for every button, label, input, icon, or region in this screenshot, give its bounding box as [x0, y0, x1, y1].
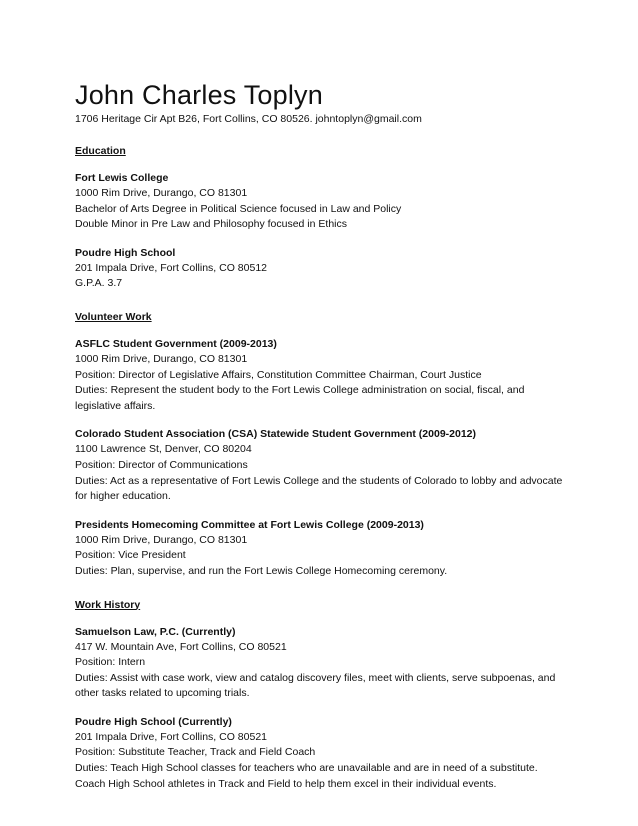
contact-line: 1706 Heritage Cir Apt B26, Fort Collins, CO 80526. johntoplyn@gmail.com: [75, 113, 422, 125]
entry-line: Double Minor in Pre Law and Philosophy focused in Ethics: [75, 218, 347, 231]
entry-line: Duties: Teach High School classes for teachers who are unavailable and are in need of a substitute.: [75, 762, 538, 775]
resume-entry: [75, 246, 595, 292]
entry-line: Bachelor of Arts Degree in Political Science focused in Law and Policy: [75, 202, 402, 215]
entry-line: for higher education.: [75, 490, 171, 503]
entry-line: 417 W. Mountain Ave, Fort Collins, CO 80521: [75, 640, 287, 653]
entry-line: Position: Vice President: [75, 549, 186, 562]
resume-entry: [75, 518, 595, 580]
entry-line: 1100 Lawrence St, Denver, CO 80204: [75, 443, 252, 456]
entry-line: 1000 Rim Drive, Durango, CO 81301: [75, 533, 248, 546]
entry-title: ASFLC Student Government (2009-2013): [75, 337, 277, 350]
entry-line: 201 Impala Drive, Fort Collins, CO 80512: [75, 261, 267, 274]
entry-line: Position: Director of Communications: [75, 458, 248, 471]
entry-title: Colorado Student Association (CSA) Statewide Student Government (2009-2012): [75, 428, 477, 441]
entry-title: Poudre High School: [75, 246, 176, 259]
resume-sections: [75, 144, 595, 792]
entry-line: Duties: Represent the student body to the Fort Lewis College administration on social, fiscal, and: [75, 384, 525, 397]
entry-line: Duties: Assist with case work, view and catalog discovery files, meet with clients, serve subpoenas, and: [75, 671, 556, 684]
resume-name: John Charles Toplyn: [75, 80, 323, 110]
entry-title: Poudre High School (Currently): [75, 715, 232, 728]
entry-line: Position: Substitute Teacher, Track and Field Coach: [75, 746, 316, 759]
entry-line: 1000 Rim Drive, Durango, CO 81301: [75, 187, 248, 199]
resume-entry: [75, 715, 595, 792]
entry-line: other tasks related to upcoming trials.: [75, 687, 250, 700]
section-title: Education: [75, 145, 126, 157]
resume-entry: [75, 625, 595, 702]
section-title: Work History: [75, 598, 141, 611]
entry-line: legislative affairs.: [75, 399, 156, 412]
section-title: Volunteer Work: [75, 310, 152, 323]
entry-line: Coach High School athletes in Track and Field to help them excel in their individual events.: [75, 777, 497, 790]
resume-page: [75, 80, 595, 792]
entry-title: Fort Lewis College: [75, 172, 169, 184]
entry-line: G.P.A. 3.7: [75, 277, 123, 290]
resume-entry: [75, 171, 595, 233]
entry-line: 1000 Rim Drive, Durango, CO 81301: [75, 352, 248, 365]
entry-line: 201 Impala Drive, Fort Collins, CO 80521: [75, 730, 267, 743]
entry-title: Presidents Homecoming Committee at Fort Lewis College (2009-2013): [75, 518, 424, 531]
entry-line: Position: Intern: [75, 656, 146, 669]
resume-entry: [75, 427, 595, 504]
entry-line: Position: Director of Legislative Affairs, Constitution Committee Chairman, Court Justice: [75, 368, 482, 381]
entry-line: Duties: Act as a representative of Fort Lewis College and the students of Colorado to lobby and advocate: [75, 474, 563, 487]
entry-title: Samuelson Law, P.C. (Currently): [75, 625, 236, 638]
entry-line: Duties: Plan, supervise, and run the Fort Lewis College Homecoming ceremony.: [75, 564, 448, 577]
resume-entry: [75, 337, 595, 414]
